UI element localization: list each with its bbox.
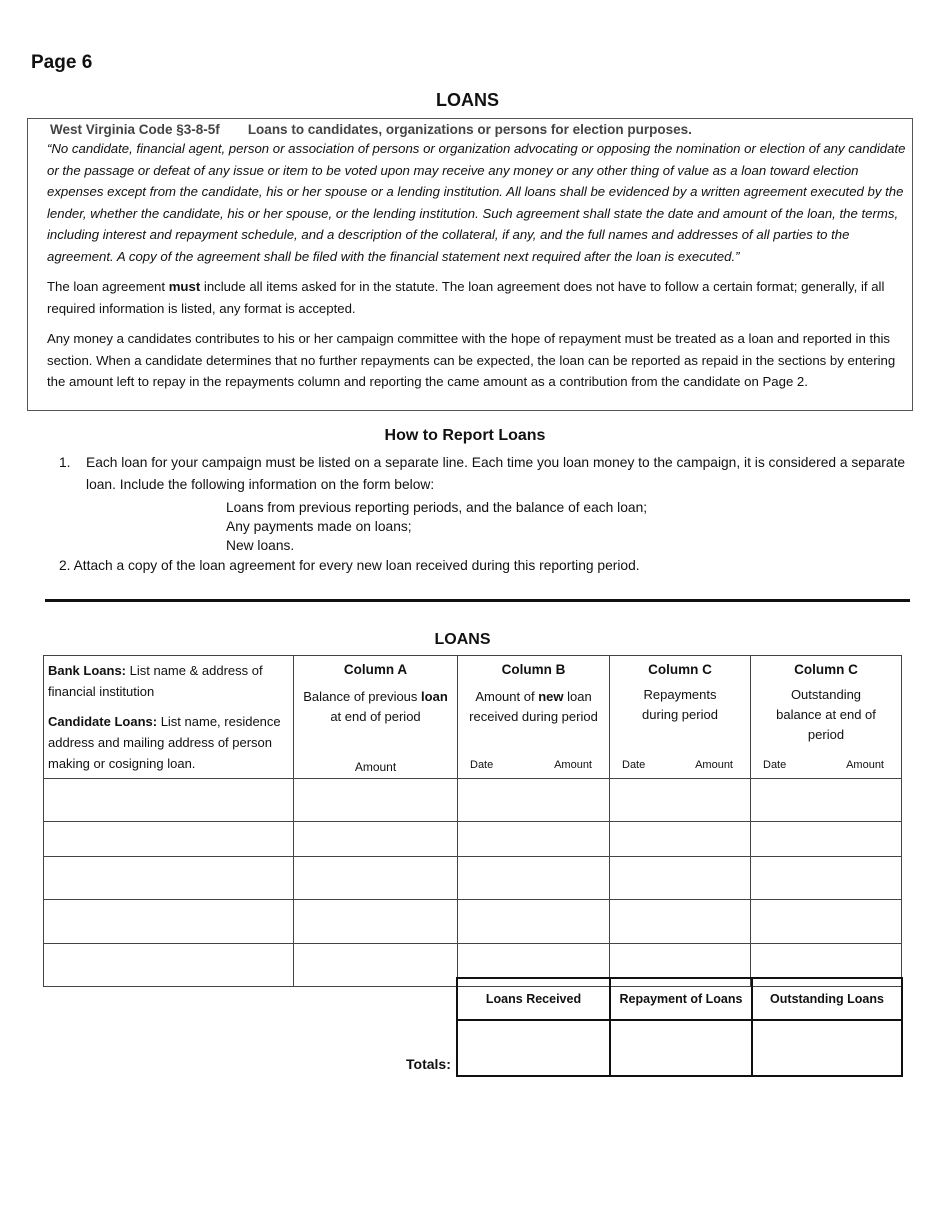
sublist-item: New loans. <box>226 538 295 553</box>
table-row <box>44 900 902 944</box>
code-reference: West Virginia Code §3-8-5f <box>50 122 220 137</box>
bank-loans-instruction <box>48 660 289 702</box>
lender-input-cell[interactable] <box>44 944 294 987</box>
column-c2-name: Column C <box>794 662 858 677</box>
column-b-subheaders <box>470 759 592 771</box>
column-c2-date-label: Date <box>763 759 787 771</box>
column-c-amount-label: Amount <box>695 759 733 771</box>
column-b-description <box>458 687 609 727</box>
column-c2-description: Outstanding balance at end of period <box>776 687 876 742</box>
column-c-subheaders <box>622 759 733 771</box>
page-title: LOANS <box>436 90 499 110</box>
code-title: Loans to candidates, organizations or persons for election purposes. <box>247 122 692 137</box>
column-b-input-cell[interactable] <box>458 900 610 944</box>
repayment-of-loans-header: Repayment of Loans <box>610 978 752 1020</box>
column-b-date-label: Date <box>470 759 494 771</box>
column-a-input-cell[interactable] <box>294 779 458 822</box>
column-a-desc-bold: loan <box>421 689 448 704</box>
how-to-steps <box>59 452 909 577</box>
column-c2-input-cell[interactable] <box>751 779 902 822</box>
column-b-input-cell[interactable] <box>458 857 610 900</box>
agreement-paragraph <box>47 276 906 319</box>
loans-received-total-field[interactable] <box>457 1020 610 1076</box>
lender-input-cell[interactable] <box>44 857 294 900</box>
column-b-input-cell[interactable] <box>458 779 610 822</box>
column-c-input-cell[interactable] <box>610 900 751 944</box>
statute-text: “No candidate, financial agent, person or association of persons or organization advocating or opposing the nomination or election of any candidate or the passage or defeat of any issue or item to be voted upon may receive any money or any other thing of value as a loan toward election expenses except from the candidate, his or her spouse or a lending institution. All loans shall be evidenced by a written agreement executed by the lender, whether the candidate, his or her spouse, or the lending institution. Such agreement shall state the date and amount of the loan, the terms, including interest and repayment schedule, and a description of the collateral, if any, and the full names and addresses of all parties to the agreement. A copy of the agreement shall be filed with the financial statement next required after the loan is executed.” <box>47 141 906 264</box>
code-heading <box>50 122 906 137</box>
column-c2-input-cell[interactable] <box>751 900 902 944</box>
column-a-input-cell[interactable] <box>294 944 458 987</box>
column-b-amount-label: Amount <box>554 759 592 771</box>
how-to-title: How to Report Loans <box>384 427 546 444</box>
totals-header-row <box>457 978 902 1020</box>
column-b-desc-2: loan received during period <box>469 689 598 724</box>
column-c-input-cell[interactable] <box>610 779 751 822</box>
column-a-amount-label: Amount <box>354 760 397 774</box>
table-row <box>44 822 902 857</box>
divider-rule <box>45 599 910 602</box>
column-a-description <box>294 687 457 727</box>
column-b-header <box>458 656 610 779</box>
loans-table-title: LOANS <box>434 631 491 648</box>
bank-loans-label: Bank Loans: <box>48 663 127 678</box>
outstanding-total-field[interactable] <box>752 1020 902 1076</box>
totals-value-row <box>457 1020 902 1076</box>
column-c-name: Column C <box>648 662 712 677</box>
column-c-input-cell[interactable] <box>610 822 751 857</box>
column-b-desc-bold: new <box>538 689 564 704</box>
repayment-total-field[interactable] <box>610 1020 752 1076</box>
lender-input-cell[interactable] <box>44 822 294 857</box>
loans-received-header: Loans Received <box>457 978 610 1020</box>
sublist-item: Any payments made on loans; <box>226 519 412 534</box>
candidate-loans-label: Candidate Loans: <box>48 714 158 729</box>
page-number: Page 6 <box>31 52 93 73</box>
step-1 <box>59 452 909 496</box>
agreement-text-1: The loan agreement <box>47 279 169 294</box>
totals-section <box>456 977 903 1077</box>
outstanding-loans-header: Outstanding Loans <box>752 978 902 1020</box>
column-c2-subheaders <box>763 759 884 771</box>
column-c2-amount-label: Amount <box>846 759 884 771</box>
column-b-input-cell[interactable] <box>458 822 610 857</box>
column-a-input-cell[interactable] <box>294 900 458 944</box>
column-c-outstanding-header <box>751 656 902 779</box>
candidate-loans-text: List name, residence address and mailing address of person making or cosigning loan. <box>48 714 281 771</box>
column-c2-input-cell[interactable] <box>751 857 902 900</box>
totals-table <box>456 977 903 1077</box>
candidate-contribution-paragraph: Any money a candidates contributes to his or her campaign committee with the hope of repayment must be treated as a loan and reported in this section. When a candidate determines that no further repayments can be expected, the loan can be reported as repaid in the sections by entering the amount left to repay in the repayments column and reporting the came amount as a contribution from the candidate on Page 2. <box>47 331 896 389</box>
step-2: 2. Attach a copy of the loan agreement for every new loan received during this reporting period. <box>59 558 640 573</box>
totals-label: Totals: <box>406 1056 451 1072</box>
column-a-desc-1: Balance of previous <box>303 689 422 704</box>
table-row <box>44 857 902 900</box>
step-1-number: 1. <box>59 455 71 470</box>
column-c-repayments-header <box>610 656 751 779</box>
column-c-date-label: Date <box>622 759 646 771</box>
table-row <box>44 779 902 822</box>
candidate-loans-instruction <box>48 711 289 774</box>
lender-input-cell[interactable] <box>44 779 294 822</box>
lender-input-cell[interactable] <box>44 900 294 944</box>
sublist-item: Loans from previous reporting periods, and the balance of each loan; <box>226 500 648 515</box>
column-b-desc-1: Amount of <box>475 689 539 704</box>
loans-table <box>43 655 902 987</box>
column-a-header <box>294 656 458 779</box>
bank-loans-text: List name & address of financial institution <box>48 663 263 699</box>
column-c2-input-cell[interactable] <box>751 822 902 857</box>
column-c-input-cell[interactable] <box>610 857 751 900</box>
column-a-input-cell[interactable] <box>294 857 458 900</box>
agreement-emphasis: must <box>168 279 201 294</box>
column-a-input-cell[interactable] <box>294 822 458 857</box>
loans-table-header <box>44 656 902 779</box>
column-a-desc-2: at end of period <box>330 709 421 724</box>
agreement-text-2: include all items asked for in the statute. The loan agreement does not have to follow a certain format; generally, if all required information is listed, any format is accepted. <box>47 279 885 316</box>
column-c-description: Repayments during period <box>642 687 718 722</box>
step-1-text: Each loan for your campaign must be listed on a separate line. Each time you loan money to the campaign, it is considered a separate loan. Include the following information on the form below: <box>86 455 906 492</box>
column-b-name: Column B <box>501 662 566 677</box>
column-a-name: Column A <box>343 662 408 677</box>
step-1-sublist <box>226 498 909 555</box>
lender-column-header <box>44 656 294 779</box>
statute-box <box>27 118 913 411</box>
